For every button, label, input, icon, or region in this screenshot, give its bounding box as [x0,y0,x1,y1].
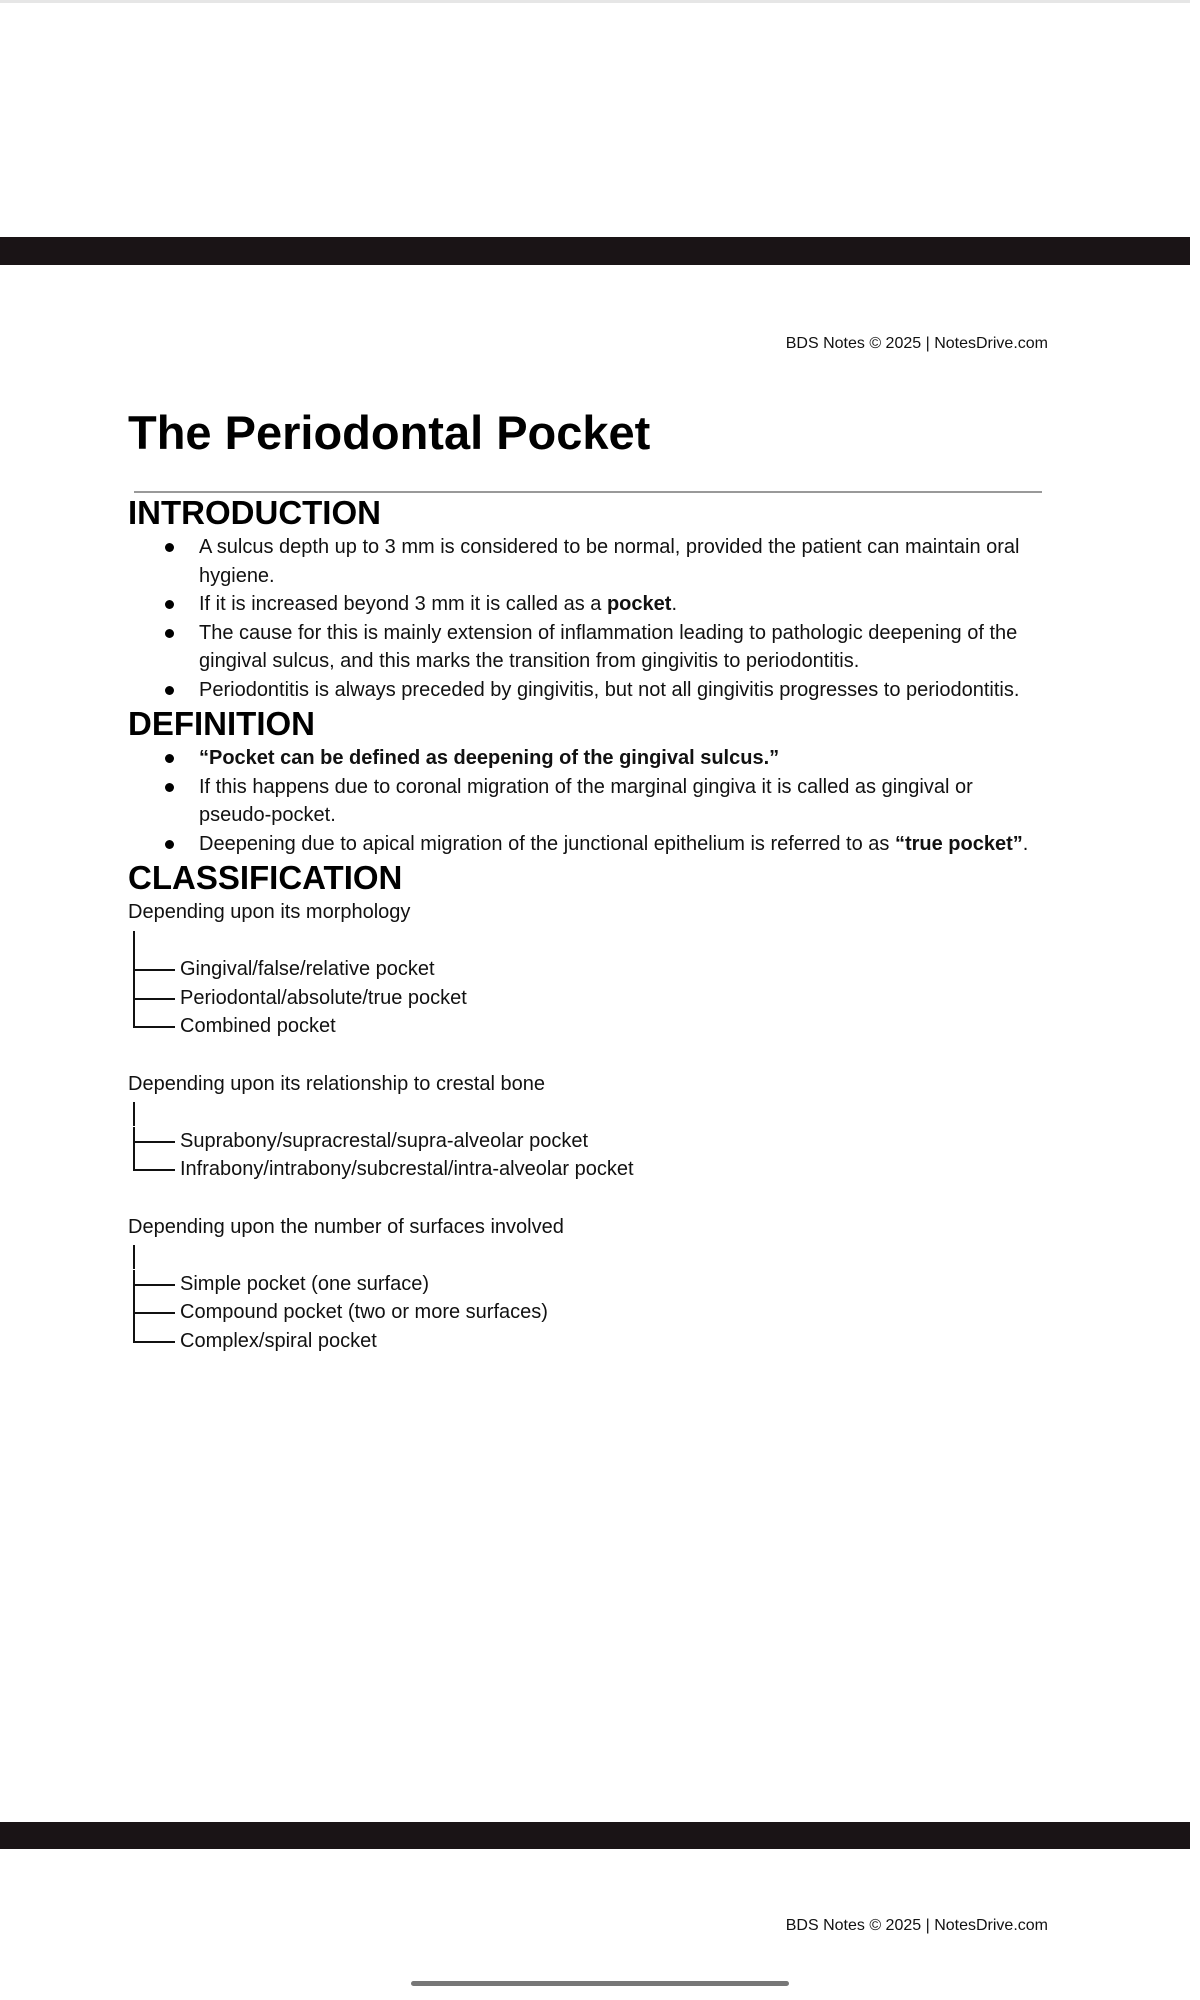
branch-label: Complex/spiral pocket [180,1329,377,1352]
tree-arm [133,998,175,1000]
branch-label: Compound pocket (two or more surfaces) [180,1301,548,1323]
branch-label: Gingival/false/relative pocket [180,958,435,980]
classification-branch [128,984,1048,1013]
tree-arm [133,1284,175,1286]
top-edge [0,0,1190,3]
page-header-text: BDS Notes © 2025 | NotesDrive.com [785,1917,1048,1934]
bold-text: pocket [606,593,672,615]
bullet-dot-icon [165,754,174,763]
tree-spacer [128,1184,1048,1213]
branch-label: Combined pocket [180,1015,336,1037]
classification-group-label: Depending upon the number of surfaces involved [128,1215,564,1238]
tree-stem [133,1155,135,1170]
scrollbar-track[interactable] [1190,0,1200,2000]
tree-connector [128,1241,1048,1270]
tree-arm [133,969,175,971]
bullet-text: If it is increased beyond 3 mm it is called as a [199,593,607,615]
bullet-item [128,619,1048,676]
classification-branch [128,1270,1048,1299]
bullet-text: . [1022,832,1029,855]
classification-heading: CLASSIFICATION [128,859,403,896]
definition-heading: DEFINITION [128,705,315,742]
tree-spacer [128,1041,1048,1070]
bold-text: “true pocket” [894,832,1023,855]
bullet-dot-icon [165,840,174,849]
bullet-item [128,830,1048,859]
branch-label: Periodontal/absolute/true pocket [180,986,467,1009]
branch-label: Simple pocket (one surface) [180,1272,430,1295]
branch-label: Suprabony/supracrestal/supra-alveolar pocket [180,1129,588,1152]
page-separator [0,237,1190,265]
definition-list [128,744,1048,858]
classification-branch [128,1012,1048,1041]
bullet-dot-icon [165,543,174,552]
bullet-item [128,533,1048,590]
bullet-dot-icon [165,600,174,609]
bullet-text: Periodontitis is always preceded by gingivitis, but not all gingivitis progresses to periodontitis. [199,678,1020,701]
home-indicator[interactable] [411,1981,789,1986]
classification-branch [128,1327,1048,1356]
classification-group-label: Depending upon its morphology [128,901,411,923]
page-separator [0,1822,1190,1849]
tree-arm [133,1141,175,1143]
tree-arm [133,1312,175,1314]
classification-branch [128,955,1048,984]
classification-tree [128,898,1048,1355]
bullet-text: If this happens due to coronal migration of the marginal gingiva it is called as gingival or pseudo-pocket. [199,775,973,826]
bullet-text: The cause for this is mainly extension of inflammation leading to pathologic deepening of the gingival sulcus, and this marks the transition from gingivitis to periodontitis. [199,621,1018,672]
bullet-item [128,676,1048,705]
branch-label: Infrabony/intrabony/subcrestal/intra-alveolar pocket [180,1158,634,1180]
bullet-text: . [671,593,677,615]
bullet-dot-icon [165,686,174,695]
bullet-text: A sulcus depth up to 3 mm is considered to be normal, provided the patient can maintain oral hygiene. [199,536,1020,587]
tree-connector [128,927,1048,956]
tree-arm [133,1026,175,1028]
classification-branch [128,1127,1048,1156]
classification-branch [128,1298,1048,1327]
tree-arm [133,1341,175,1343]
page-header-text: BDS Notes © 2025 | NotesDrive.com [785,335,1048,352]
page-title: The Periodontal Pocket [128,406,651,459]
document-page [128,398,1048,1355]
bullet-text: Deepening due to apical migration of the junctional epithelium is referred to as [199,832,895,855]
bullet-item [128,773,1048,830]
classification-group-label: Depending upon its relationship to crestal bone [128,1072,545,1095]
introduction-heading: INTRODUCTION [128,494,381,531]
bullet-dot-icon [165,629,174,638]
tree-arm [133,1169,175,1171]
tree-connector [128,1098,1048,1127]
classification-branch [128,1155,1048,1184]
tree-stem [133,1012,135,1027]
tree-stem [133,1327,135,1342]
introduction-list [128,533,1048,704]
bullet-dot-icon [165,783,174,792]
bullet-item [128,590,1048,619]
bullet-item [128,744,1048,773]
bold-text: “Pocket can be defined as deepening of the gingival sulcus.” [199,747,780,769]
